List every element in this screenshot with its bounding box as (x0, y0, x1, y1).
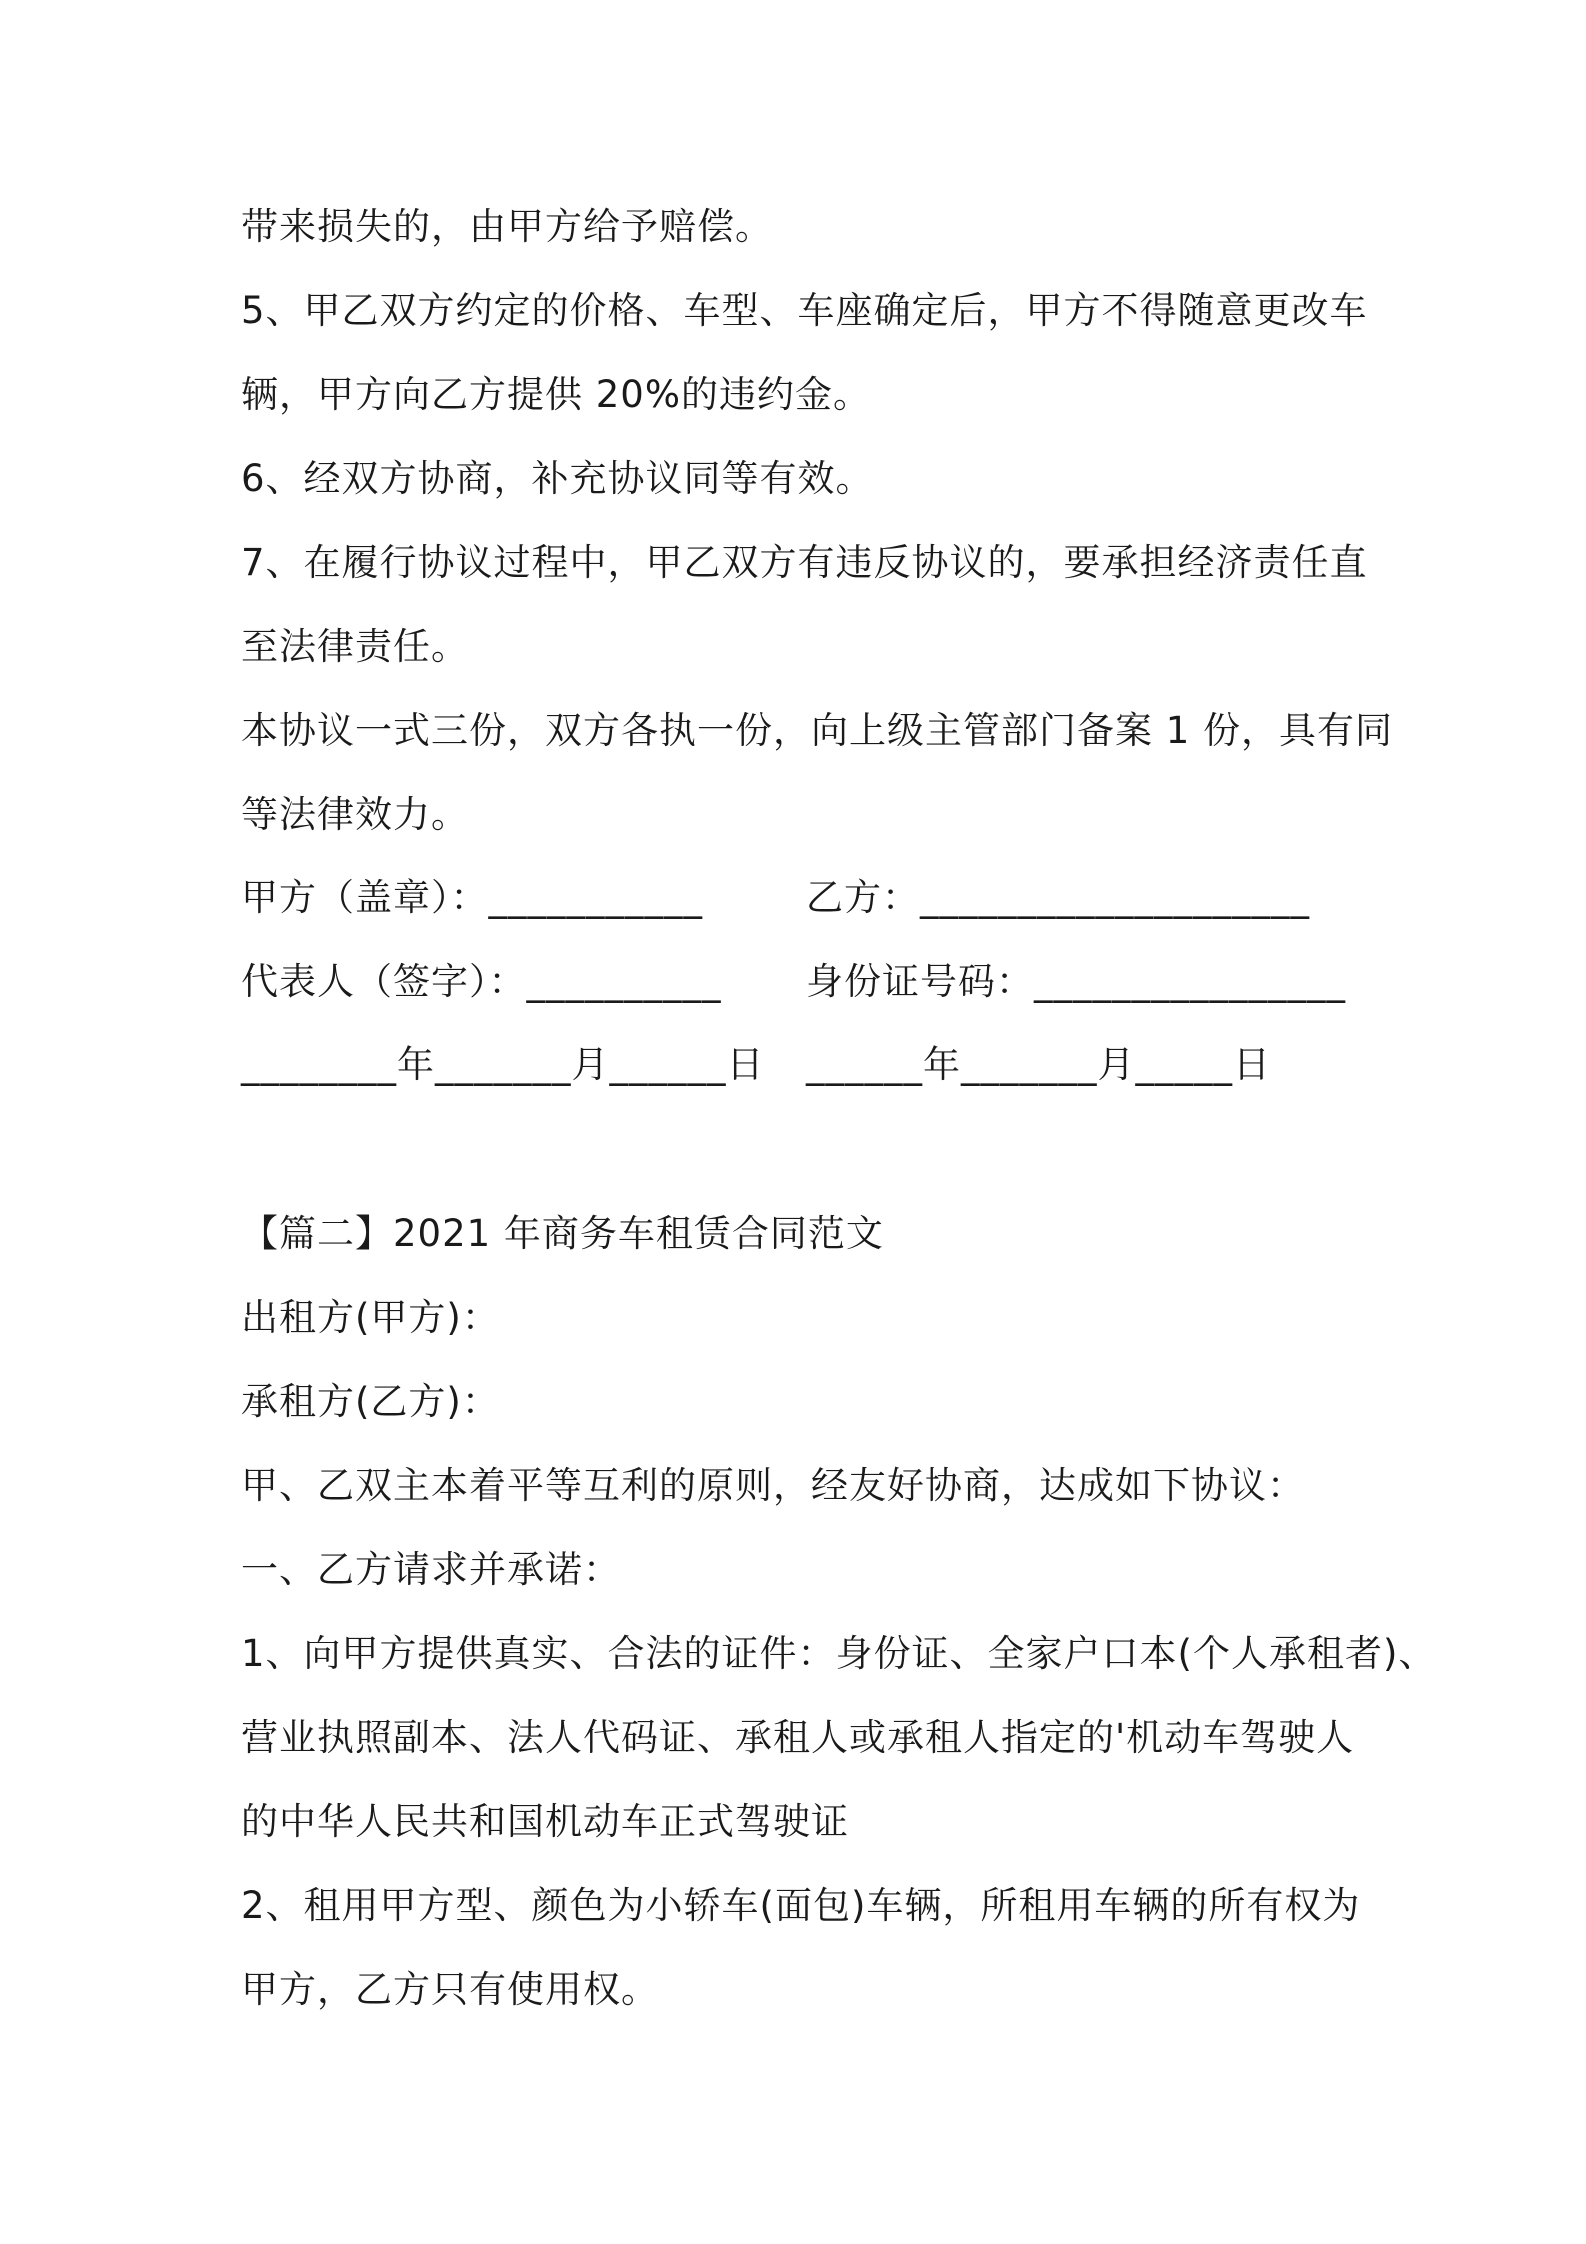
id-number-field: 身份证号码：________________ (806, 960, 1346, 1003)
text-line: 带来损失的，由甲方给予赔偿。 (241, 205, 773, 248)
party-a-seal-field: 甲方（盖章）：___________ (241, 876, 703, 919)
text-line: 5、甲乙双方约定的价格、车型、车座确定后，甲方不得随意更改车 (241, 289, 1368, 332)
section-title: 【篇二】2021 年商务车租赁合同范文 (241, 1212, 884, 1255)
text-line: 7、在履行协议过程中，甲乙双方有违反协议的，要承担经济责任直 (241, 541, 1368, 584)
text-line: 辆，甲方向乙方提供 20%的违约金。 (241, 373, 871, 416)
representative-signature-field: 代表人（签字）：__________ (241, 960, 722, 1003)
clause-item-line: 甲方，乙方只有使用权。 (241, 1968, 659, 2011)
clause-item-line: 1、向甲方提供真实、合法的证件：身份证、全家户口本(个人承租者)、 (241, 1632, 1437, 1675)
lessor-field: 出租方(甲方)： (241, 1296, 500, 1339)
text-line: 等法律效力。 (241, 793, 469, 836)
clause-item-line: 2、租用甲方型、颜色为小轿车(面包)车辆，所租用车辆的所有权为 (241, 1884, 1361, 1927)
clause-heading: 一、乙方请求并承诺： (241, 1548, 621, 1591)
lessee-field: 承租方(乙方)： (241, 1380, 500, 1423)
text-line: 至法律责任。 (241, 625, 469, 668)
party-b-field: 乙方：____________________ (806, 876, 1310, 919)
date-field-right: ______年_______月_____日 (806, 1043, 1271, 1086)
text-line: 6、经双方协商，补充协议同等有效。 (241, 457, 874, 500)
clause-item-line: 的中华人民共和国机动车正式驾驶证 (241, 1800, 849, 1843)
text-line: 本协议一式三份，双方各执一份，向上级主管部门备案 1 份，具有同 (241, 709, 1394, 752)
clause-item-line: 营业执照副本、法人代码证、承租人或承租人指定的'机动车驾驶人 (241, 1716, 1355, 1759)
date-field-left: ________年_______月______日 (241, 1043, 765, 1086)
intro-paragraph: 甲、乙双主本着平等互利的原则，经友好协商，达成如下协议： (241, 1464, 1305, 1507)
